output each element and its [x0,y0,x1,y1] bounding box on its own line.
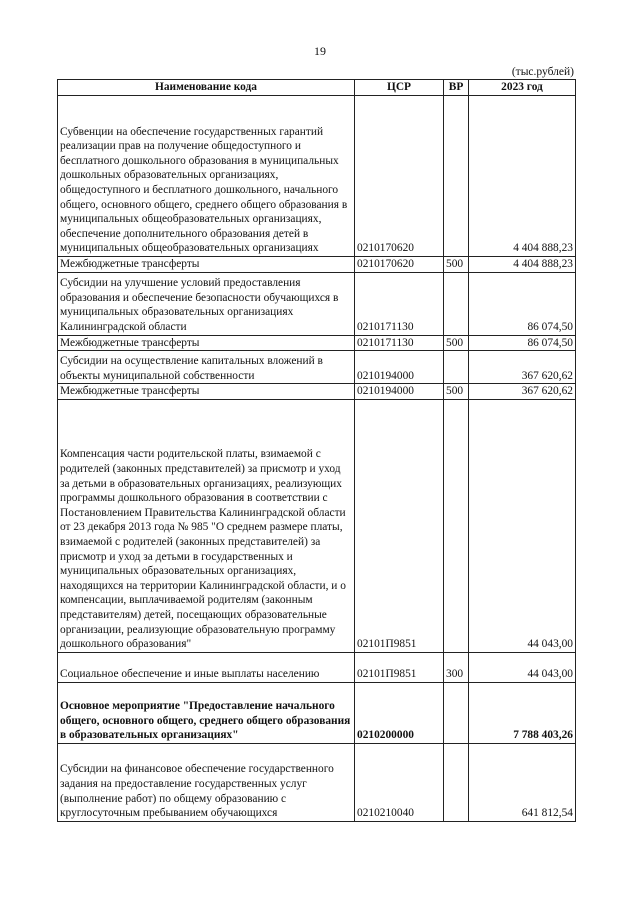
header-name: Наименование кода [58,80,355,96]
row-name: Субсидии на улучшение условий предоставления образования и обеспечение безопасности обучающихся в муниципальных образовательных организациях Калининградской области [58,272,355,335]
row-amount: 367 620,62 [469,351,576,384]
row-amount: 44 043,00 [469,399,576,652]
row-amount: 86 074,50 [469,335,576,351]
row-name: Межбюджетные трансферты [58,335,355,351]
row-name: Компенсация части родительской платы, взимаемой с родителей (законных представителей) за присмотр и уход за детьми в образовательных организациях, реализующих программы дошкольного образования в соответствии с Постановлением Правительства Калининградской области от 23 декабря 2013 года № 985 "О среднем размере платы, взимаемой с родителей (законных представителей) за присмотр и уход за детьми в государственных и муниципальных образовательных организациях, находящихся на территории Калининградской области, и о компенсации, выплачиваемой родителям (законным представителям) детей, посещающих образовательные организации, реализующие образовательную программу дошкольного образования" [58,399,355,652]
row-amount: 4 404 888,23 [469,96,576,257]
row-amount: 367 620,62 [469,384,576,400]
row-name: Субсидии на осуществление капитальных вложений в объекты муниципальной собственности [58,351,355,384]
row-csr: 0210194000 [355,384,444,400]
row-vr: 500 [444,384,469,400]
row-name: Межбюджетные трансферты [58,257,355,273]
budget-table [57,79,576,822]
row-name: Межбюджетные трансферты [58,384,355,400]
row-amount: 641 812,54 [469,743,576,821]
row-vr [444,351,469,384]
row-name: Социальное обеспечение и иные выплаты населению [58,652,355,682]
row-vr: 500 [444,335,469,351]
row-csr: 02101П9851 [355,652,444,682]
row-csr: 0210210040 [355,743,444,821]
table-row [58,96,576,257]
row-csr: 0210170620 [355,257,444,273]
row-csr: 0210171130 [355,272,444,335]
row-amount: 4 404 888,23 [469,257,576,273]
table-row [58,257,576,273]
row-amount: 7 788 403,26 [469,682,576,743]
table-row [58,272,576,335]
row-csr: 0210194000 [355,351,444,384]
units-label: (тыс.рублей) [511,66,574,78]
row-name: Субсидии на финансовое обеспечение государственного задания на предоставление государственных услуг (выполнение работ) по общему образованию с круглосуточным пребыванием обучающихся [58,743,355,821]
row-csr: 0210170620 [355,96,444,257]
row-vr [444,399,469,652]
table-row [58,399,576,652]
row-csr: 0210200000 [355,682,444,743]
row-name: Субвенции на обеспечение государственных гарантий реализации прав на получение общедоступного и бесплатного дошкольного образования в муниципальных дошкольных образовательных организациях, общедоступного и бесплатного дошкольного, начального общего, основного общего, среднего общего образования в муниципальных общеобразовательных организациях, обеспечение дополнительного образования детей в муниципальных общеобразовательных организациях [58,96,355,257]
row-amount: 44 043,00 [469,652,576,682]
row-vr [444,272,469,335]
table-row [58,351,576,384]
row-amount: 86 074,50 [469,272,576,335]
row-csr: 0210171130 [355,335,444,351]
row-csr: 02101П9851 [355,399,444,652]
table-row [58,384,576,400]
row-name: Основное мероприятие "Предоставление начального общего, основного общего, среднего общего образования в образовательных организациях" [58,682,355,743]
row-vr [444,682,469,743]
row-vr: 500 [444,257,469,273]
table-header-row [58,80,576,96]
table-row [58,743,576,821]
row-vr: 300 [444,652,469,682]
header-vr: ВР [444,80,469,96]
table-row [58,682,576,743]
header-year: 2023 год [469,80,576,96]
table-row [58,652,576,682]
page-number: 19 [314,44,326,58]
row-vr [444,743,469,821]
header-csr: ЦСР [355,80,444,96]
row-vr [444,96,469,257]
table-row [58,335,576,351]
